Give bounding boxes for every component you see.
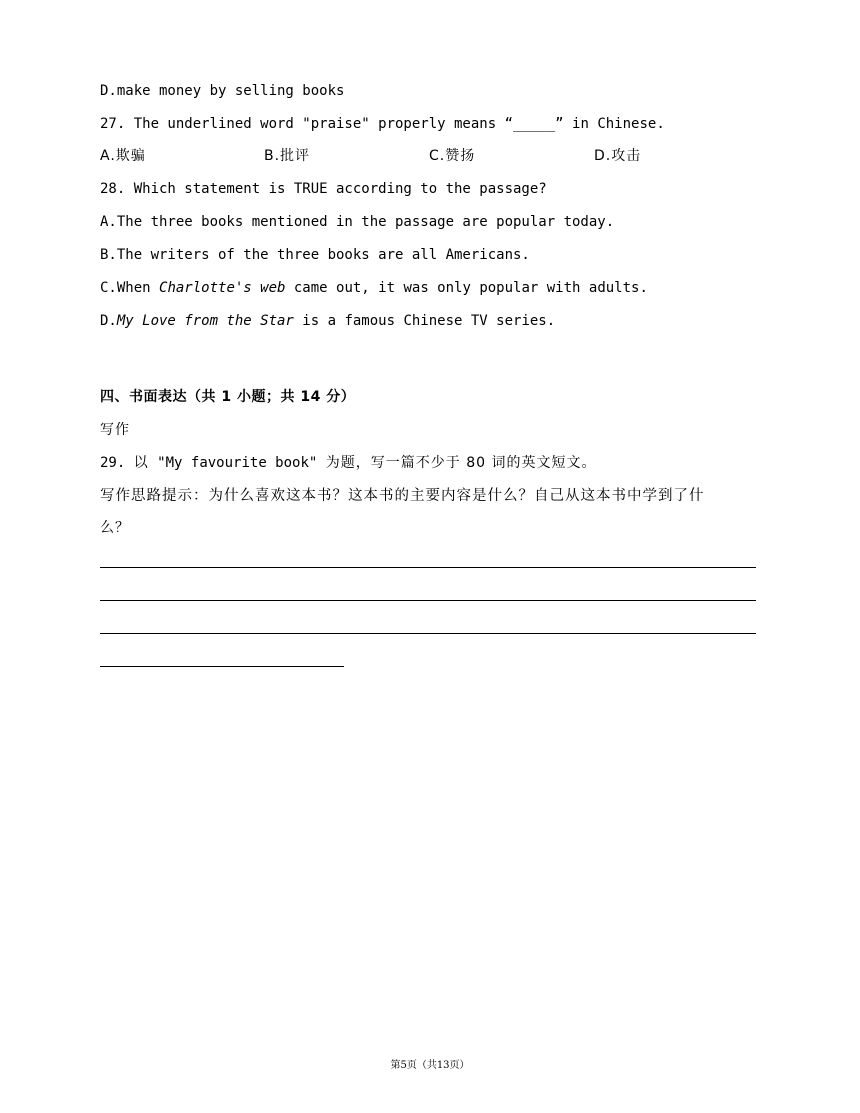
q29-num: 29. [100,455,126,471]
section-label: 写作 [100,422,130,438]
q29-hint-line1: 写作思路提示：为什么喜欢这本书？这本书的主要内容是什么？自己从这本书中学到了什 [100,488,705,504]
q28-option-b: B.The writers of the three books are all Americans. [100,247,530,263]
q27-prefix: 27. The underlined word "praise" properly means “ [100,116,514,132]
q29-pre: 以 [133,455,149,471]
q28-option-d-pre: D. [100,313,117,329]
q29-hint-line2: 么？ [100,520,130,536]
q26-option-d: D.make money by selling books [100,83,345,99]
q28-option-c-pre: C.When [100,280,160,296]
q27-blank: _____ [513,116,556,132]
q27-suffix: ” in Chinese. [555,116,665,132]
q29-title: "My favourite book" [157,455,318,471]
answer-line-1 [100,567,756,568]
q27-option-c: C.赞扬 [429,148,476,164]
answer-line-2 [100,600,756,601]
q28-option-d [100,312,555,330]
page-number-footer: 第5页（共13页） [390,1060,470,1071]
q28-option-d-title: My Love from the Star [116,313,294,329]
q28-stem: 28. Which statement is TRUE according to the passage? [100,181,547,197]
q28-option-c [100,279,648,297]
q27-option-a: A.欺骗 [100,148,146,164]
q28-option-d-post: is a famous Chinese TV series. [293,313,556,329]
q27-stem [100,115,665,133]
answer-line-4 [100,666,344,667]
q27-option-b: B.批评 [264,148,311,164]
section-heading: 四、书面表达（共 1 小题；共 14 分） [100,389,356,405]
q28-option-c-title: Charlotte's web [159,280,286,296]
q29-stem [100,454,596,472]
q28-option-c-post: came out, it was only popular with adults. [285,280,648,296]
answer-line-3 [100,633,756,634]
q27-option-d: D.攻击 [594,148,642,164]
q28-option-a: A.The three books mentioned in the passage are popular today. [100,214,615,230]
q29-post: 为题，写一篇不少于 80 词的英文短文。 [325,455,597,471]
